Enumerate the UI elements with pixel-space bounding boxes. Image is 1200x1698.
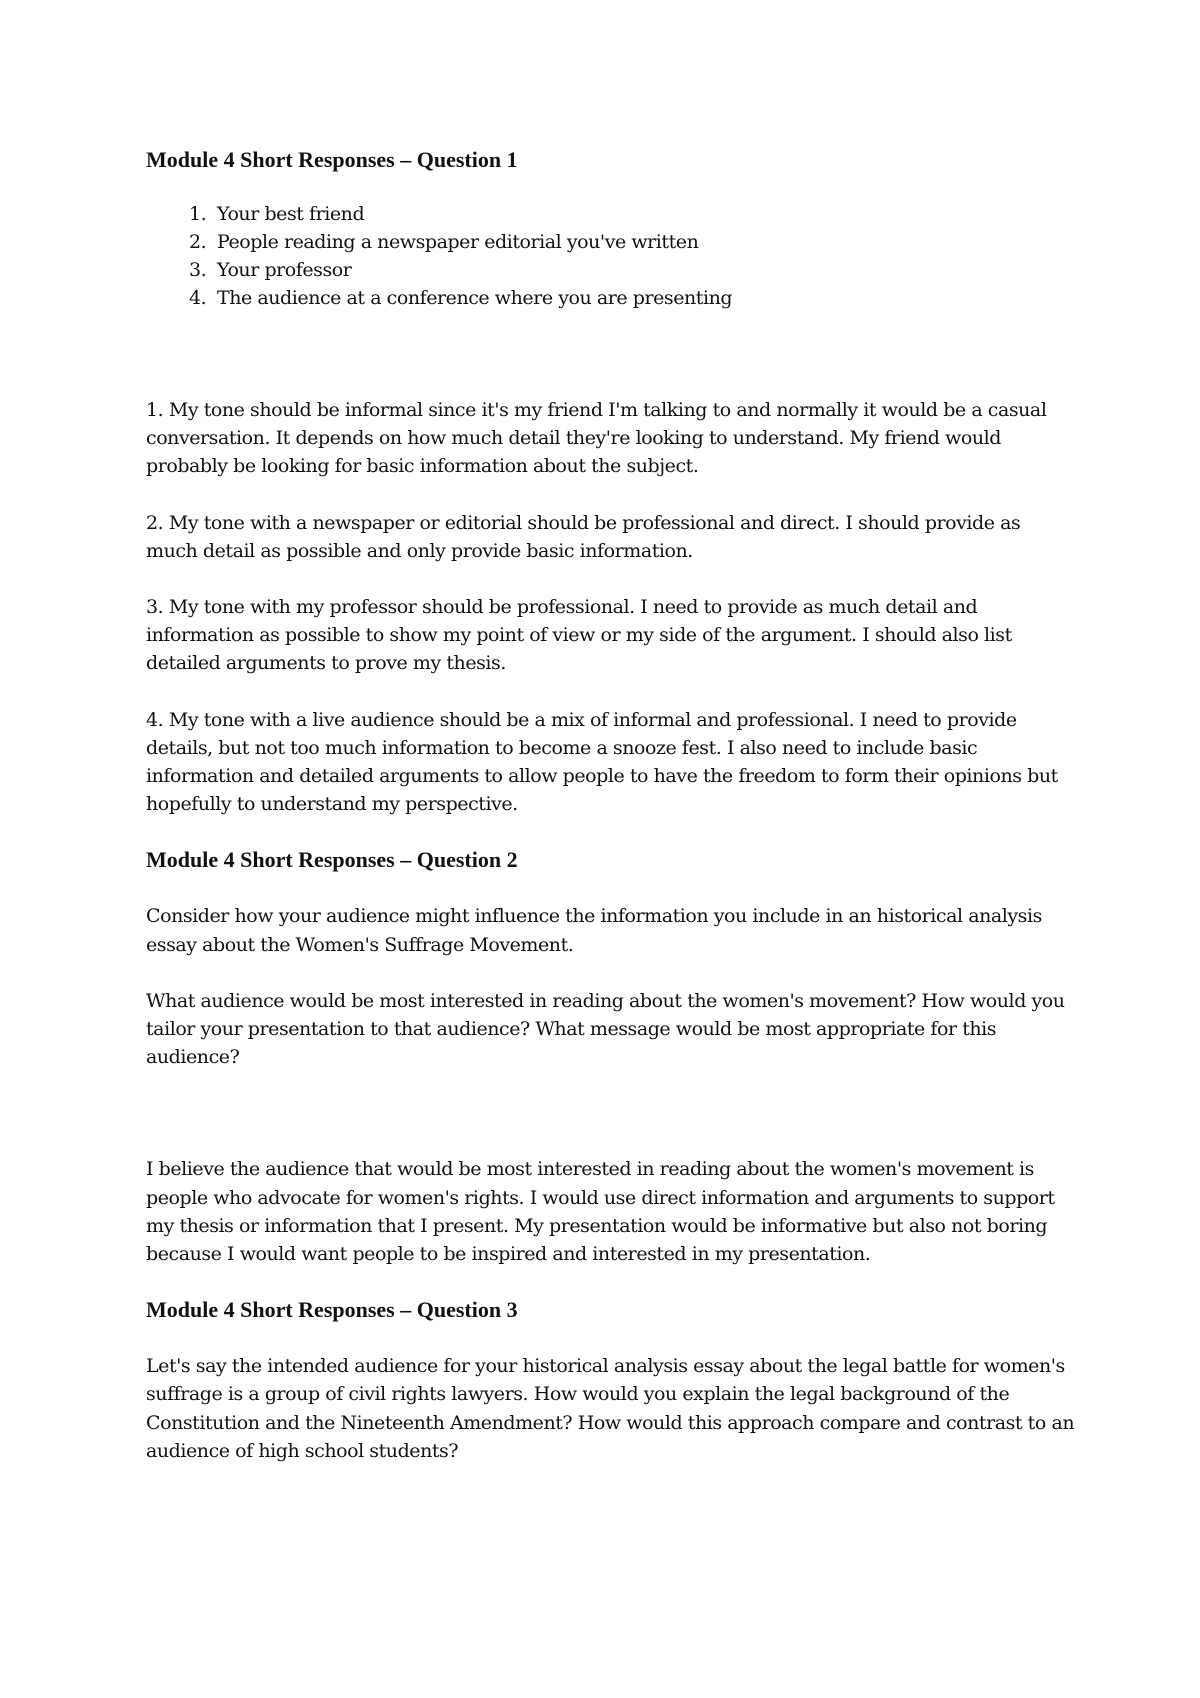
- q3-heading: Module 4 Short Responses – Question 3: [146, 1297, 518, 1323]
- q1-answer-4: 4. My tone with a live audience should be a mix of informal and professional. I need to provide details, but not too much information to become a snooze fest. I also need to include basic information and detailed arguments to allow people to have the freedom to form their opinions but hopefully to understand my perspective.: [146, 708, 1058, 816]
- list-item: [146, 284, 1076, 312]
- q1-audience-list: [146, 200, 1076, 312]
- list-item-number: 4.: [189, 287, 207, 309]
- list-item-text: Your professor: [217, 259, 352, 281]
- list-item-number: 3.: [189, 259, 207, 281]
- q2-heading: Module 4 Short Responses – Question 2: [146, 847, 518, 873]
- list-item-text: People reading a newspaper editorial you've written: [217, 231, 699, 253]
- list-item-number: 1.: [189, 203, 207, 225]
- list-item: [146, 200, 1076, 228]
- list-item: [146, 228, 1076, 256]
- list-item-text: The audience at a conference where you are presenting: [217, 287, 733, 309]
- q2-answer: I believe the audience that would be most interested in reading about the women's movement is people who advocate for women's rights. I would use direct information and arguments to support my thesis or information that I present. My presentation would be informative but also not boring because I would want people to be inspired and interested in my presentation.: [146, 1158, 1055, 1266]
- list-item-text: Your best friend: [217, 203, 365, 225]
- document-page: [146, 138, 1076, 1465]
- q1-answer-2: 2. My tone with a newspaper or editorial should be professional and direct. I should provide as much detail as possible and only provide basic information.: [146, 511, 1021, 562]
- q1-answer-1: 1. My tone should be informal since it's my friend I'm talking to and normally it would be a casual conversation. It depends on how much detail they're looking to understand. My friend would probably be looking for basic information about the subject.: [146, 399, 1047, 478]
- q1-heading: Module 4 Short Responses – Question 1: [146, 147, 518, 172]
- q1-answer-3: 3. My tone with my professor should be professional. I need to provide as much detail and information as possible to show my point of view or my side of the argument. I should also list detailed arguments to prove my thesis.: [146, 596, 1012, 675]
- q2-prompt-2: What audience would be most interested in reading about the women's movement? How would you tailor your presentation to that audience? What message would be most appropriate for this audience?: [146, 989, 1065, 1069]
- list-item-number: 2.: [189, 231, 207, 253]
- q2-prompt-1: Consider how your audience might influence the information you include in an historical analysis essay about the Women's Suffrage Movement.: [146, 905, 1042, 956]
- list-item: [146, 256, 1076, 284]
- q3-prompt: Let's say the intended audience for your historical analysis essay about the legal battle for women's suffrage is a group of civil rights lawyers. How would you explain the legal background of the Constitution and the Nineteenth Amendment? How would this approach compare and contrast to an audience of high school students?: [146, 1355, 1075, 1462]
